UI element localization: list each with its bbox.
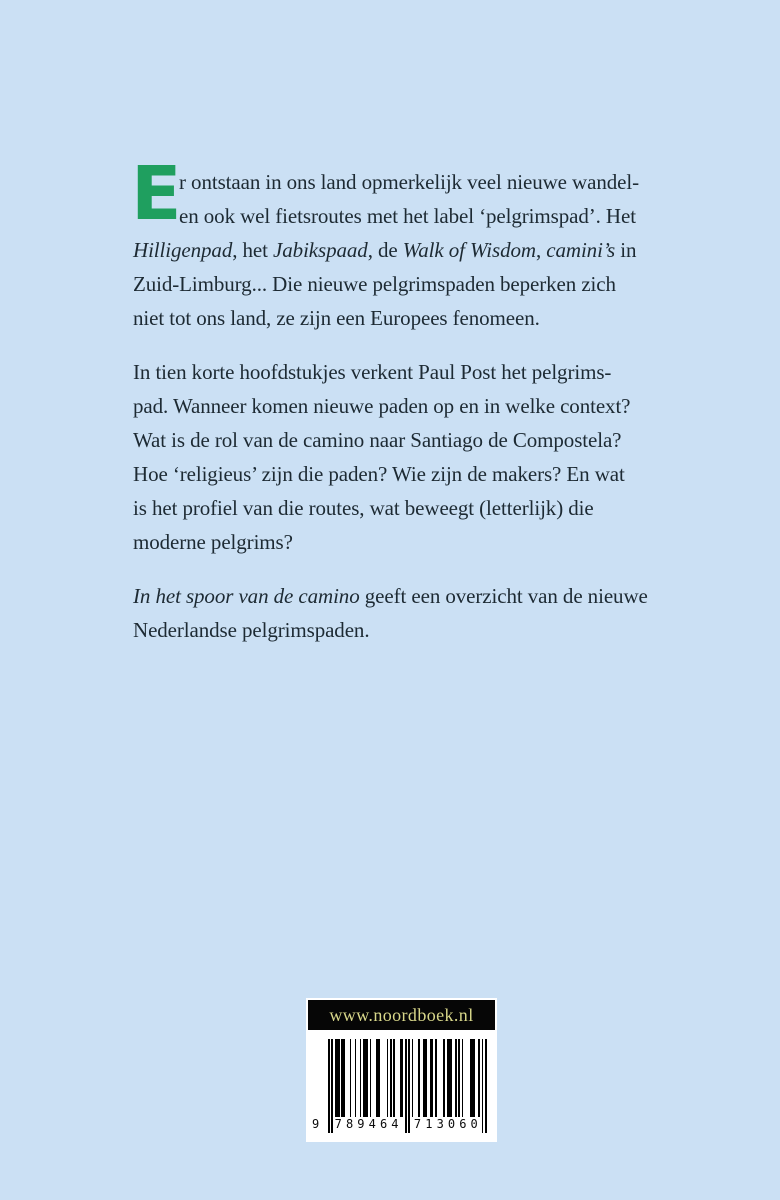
text-segment: , bbox=[535, 238, 547, 262]
text-line bbox=[133, 579, 708, 613]
text-line: is het profiel van die routes, wat beweegt (letterlijk) die bbox=[133, 496, 594, 520]
publisher-url: www.noordboek.nl bbox=[308, 1000, 495, 1030]
text-segment-italic: Jabikspaad bbox=[273, 238, 368, 262]
text-line: pad. Wanneer komen nieuwe paden op en in welke context? bbox=[133, 394, 631, 418]
text-line: moderne pelgrims? bbox=[133, 530, 293, 554]
text-segment: , de bbox=[367, 238, 403, 262]
text-line: In tien korte hoofdstukjes verkent Paul Post het pelgrims- bbox=[133, 360, 612, 384]
text-line: Nederlandse pelgrimspaden. bbox=[133, 618, 370, 642]
blurb bbox=[131, 151, 708, 667]
text-segment: in bbox=[615, 238, 637, 262]
text-line: niet tot ons land, ze zijn een Europees fenomeen. bbox=[133, 306, 540, 330]
text-line: Zuid-Limburg... Die nieuwe pelgrimspaden beperken zich bbox=[133, 272, 616, 296]
isbn-digits: 9 789464 713060 bbox=[312, 1117, 482, 1131]
text-line: en ook wel fietsroutes met het label ‘pelgrimspad’. Het bbox=[179, 204, 636, 228]
text-segment: , het bbox=[232, 238, 274, 262]
text-line: r ontstaan in ons land opmerkelijk veel nieuwe wandel- bbox=[179, 170, 639, 194]
paragraph-3 bbox=[133, 579, 708, 647]
paragraph-2 bbox=[133, 355, 708, 559]
dropcap-E: E bbox=[131, 151, 182, 237]
text-segment-italic: Walk of Wisdom bbox=[402, 238, 536, 262]
text-segment: geeft een overzicht van de nieuwe bbox=[359, 584, 648, 608]
paragraph-1 bbox=[131, 151, 708, 335]
text-segment-italic: camini’s bbox=[546, 238, 616, 262]
text-segment-italic: In het spoor van de camino bbox=[133, 584, 360, 608]
publisher-sticker bbox=[306, 998, 497, 1142]
text-line: Wat is de rol van de camino naar Santiago de Compostela? bbox=[133, 428, 622, 452]
text-line bbox=[133, 233, 708, 267]
text-segment-italic: Hilligenpad bbox=[133, 238, 233, 262]
text-line: Hoe ‘religieus’ zijn die paden? Wie zijn de makers? En wat bbox=[133, 462, 625, 486]
